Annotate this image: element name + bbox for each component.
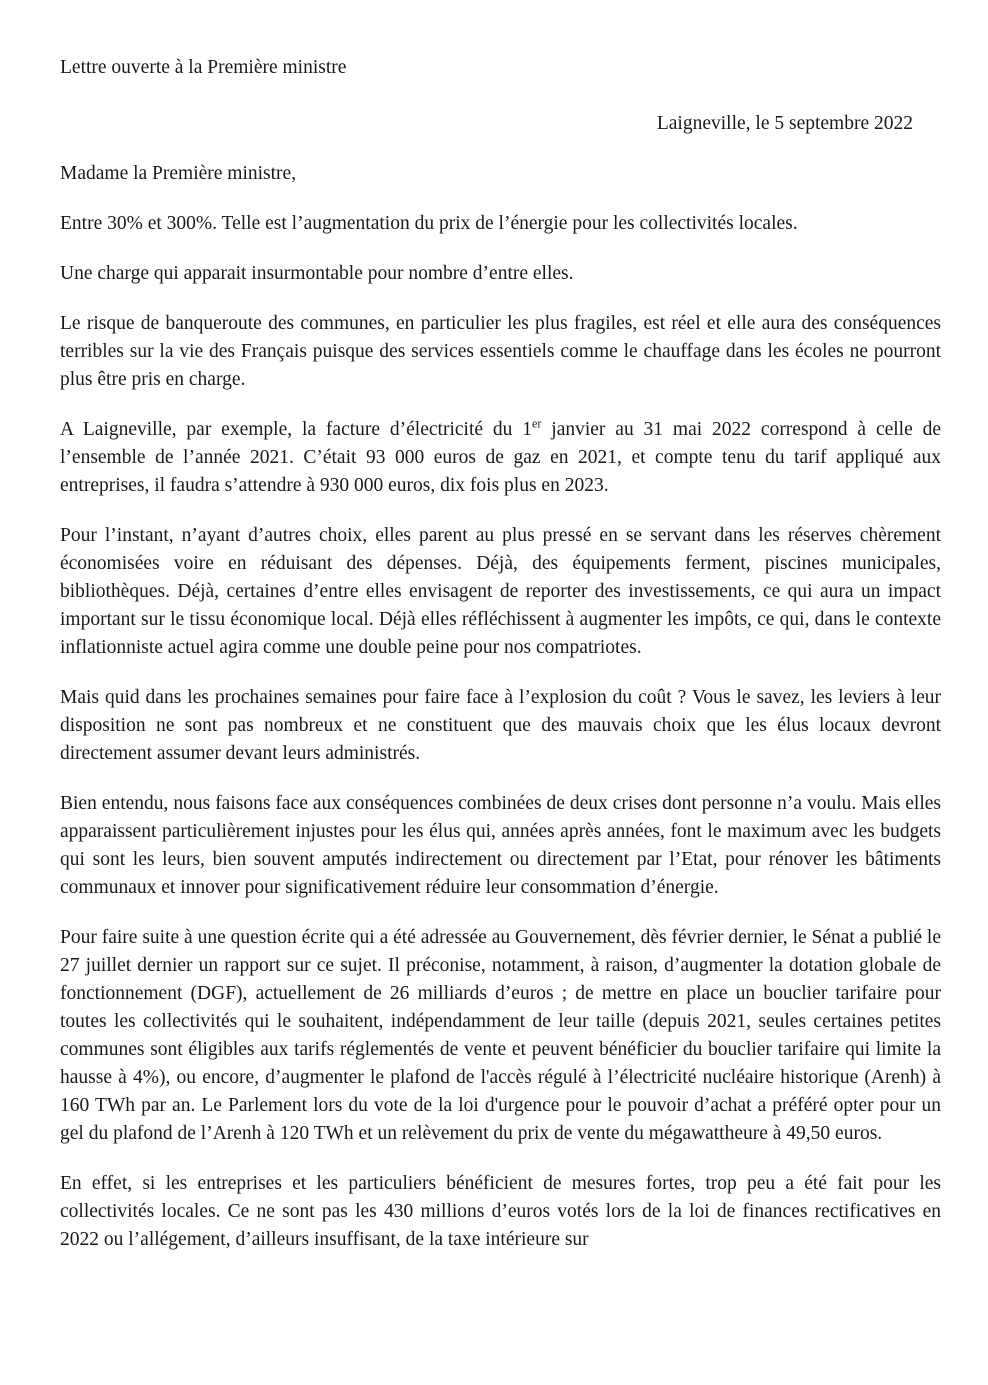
paragraph-senate-report: Pour faire suite à une question écrite qui a été adressée au Gouvernement, dès février dernier, le Sénat a publié le 27 juillet dernier un rapport sur ce sujet. Il préconise, notamment, à raison, d’augmenter la dotation globale de fonctionnement (DGF), actuellement de 26 milliards d’euros ; de mettre en place un bouclier tarifaire pour toutes les collectivités qui le souhaitent, indépendamment de leur taille (depuis 2021, seules certaines petites communes sont éligibles aux tarifs réglementés de vente et peuvent bénéficier du bouclier tarifaire qui limite la hausse à 4%), ou encore, d’augmenter le plafond de l'accès régulé à l’électricité nucléaire historique (Arenh) à 160 TWh par an. Le Parlement lors du vote de la loi d'urgence pour le pouvoir d’achat a préféré opter pour un gel du plafond de l’Arenh à 120 TWh et un relèvement du prix de vente du mégawattheure à 49,50 euros. [60, 927, 941, 1144]
paragraph-laigneville-example [60, 416, 941, 500]
paragraph-insurmountable-charge: Une charge qui apparait insurmontable pour nombre d’entre elles. [60, 263, 574, 284]
paragraph-text-before-superscript: A Laigneville, par exemple, la facture d’électricité du 1 [60, 419, 533, 440]
letter-title: Lettre ouverte à la Première ministre [60, 57, 347, 78]
paragraph-reserves-and-cuts: Pour l’instant, n’ayant d’autres choix, elles parent au plus pressé en se servant dans les réserves chèrement économisées voire en réduisant des dépenses. Déjà, des équipements ferment, piscines municipales, bibliothèques. Déjà, certaines d’entre elles envisagent de reporter des investissements, ce qui aura un impact important sur le tissu économique local. Déjà elles réfléchissent à augmenter les impôts, ce qui, dans le contexte inflationniste actuel agira comme une double peine pour nos compatriotes. [60, 525, 941, 658]
paragraph-coming-weeks: Mais quid dans les prochaines semaines pour faire face à l’explosion du coût ? Vous le savez, les leviers à leur disposition ne sont pas nombreux et ne constituent que des mauvais choix que les élus locaux devront directement assumer devant leurs administrés. [60, 687, 941, 764]
paragraph-two-crises: Bien entendu, nous faisons face aux conséquences combinées de deux crises dont personne n’a voulu. Mais elles apparaissent particulièrement injustes pour les élus qui, années après années, font le maximum avec les budgets qui sont les leurs, bien souvent amputés indirectement ou directement par l’Etat, pour rénover les bâtiments communaux et innover pour significativement réduire leur consommation d’énergie. [60, 793, 941, 898]
paragraph-text-after-superscript: janvier au 31 mai 2022 correspond à celle de l’ensemble de l’année 2021. C’était 93 000 euros de gaz en 2021, et compte tenu du tarif appliqué aux entreprises, il faudra s’attendre à 930 000 euros, dix fois plus en 2023. [60, 419, 942, 496]
paragraph-bankruptcy-risk: Le risque de banqueroute des communes, en particulier les plus fragiles, est réel et elle aura des conséquences terribles sur la vie des Français puisque des services essentiels comme le chauffage dans les écoles ne pourront plus être pris en charge. [60, 313, 941, 390]
paragraph-insufficient-measures: En effet, si les entreprises et les particuliers bénéficient de mesures fortes, trop peu a été fait pour les collectivités locales. Ce ne sont pas les 430 millions d’euros votés lors de la loi de finances rectificatives en 2022 ou l’allégement, d’ailleurs insuffisant, de la taxe intérieure sur [60, 1173, 941, 1250]
ordinal-superscript: er [532, 416, 542, 431]
letter-salutation: Madame la Première ministre, [60, 163, 297, 184]
letter-dateline: Laigneville, le 5 septembre 2022 [656, 113, 913, 134]
paragraph-energy-price-increase: Entre 30% et 300%. Telle est l’augmentation du prix de l’énergie pour les collectivités locales. [60, 213, 798, 234]
